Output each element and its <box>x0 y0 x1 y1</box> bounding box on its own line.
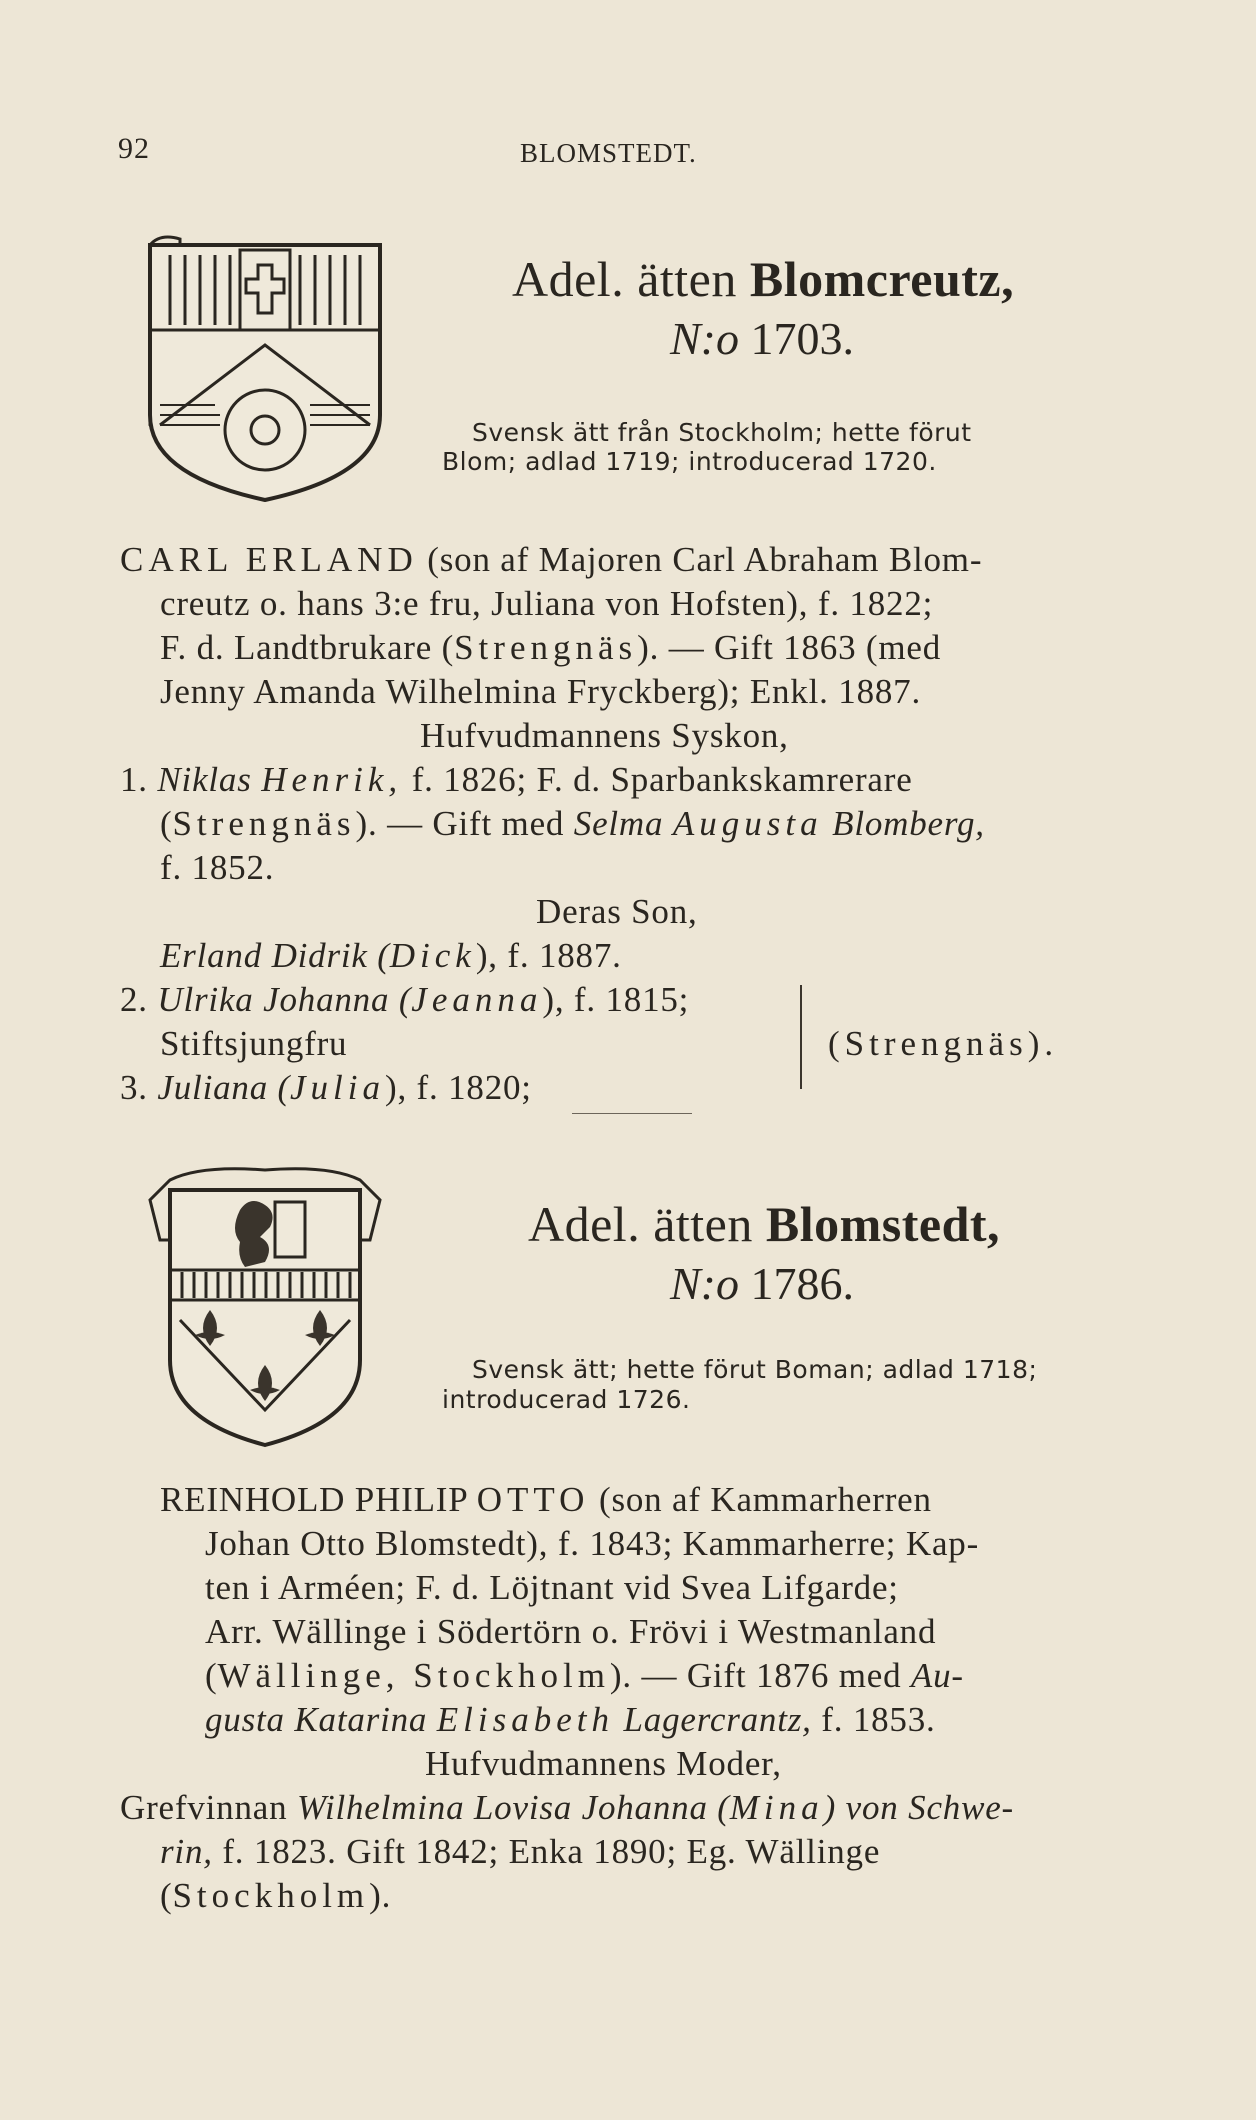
section-heading: Hufvudmannens Syskon, <box>420 716 789 755</box>
place-name: (Strengnäs). <box>828 1024 1059 1063</box>
person-name: Julia <box>290 1068 385 1107</box>
person-name: Erland Didrik ( <box>160 936 390 975</box>
coat-of-arms-blomstedt <box>140 1160 390 1450</box>
section-heading: Deras Son, <box>536 892 698 931</box>
family-name: Blomcreutz, <box>749 251 1015 307</box>
text-line <box>160 1480 932 1520</box>
text-span: (son af Majoren Carl Abraham Blom- <box>417 540 983 579</box>
text-line <box>120 1788 1014 1828</box>
place-name: Stockholm <box>172 1876 370 1915</box>
bracket <box>800 985 802 1089</box>
text-span: 1. <box>120 760 158 799</box>
text-line <box>160 936 622 976</box>
person-name: Wilhelmina Lovisa Johanna ( <box>296 1788 730 1827</box>
text-line: f. 1852. <box>160 848 275 887</box>
text-line <box>160 628 941 668</box>
text-line <box>120 760 913 800</box>
text-span: ( <box>205 1656 218 1695</box>
person-name: OTTO <box>476 1480 590 1519</box>
person-name: Henrik, <box>261 760 403 799</box>
origin-line: introducerad 1726. <box>442 1385 691 1414</box>
text-span: f. 1826; F. d. Sparbankskamrerare <box>402 760 913 799</box>
text-line <box>205 1700 936 1740</box>
place-name: Strengnäs <box>172 804 356 843</box>
text-line: Arr. Wällinge i Södertörn o. Frövi i Westmanland <box>205 1612 937 1651</box>
text-line <box>120 980 689 1020</box>
title-prefix: Adel. ätten <box>528 1196 753 1252</box>
place-name: Wällinge, Stockholm <box>217 1656 610 1695</box>
entry-title <box>528 1195 1000 1253</box>
text-span: ( <box>160 804 173 843</box>
section-heading: Hufvudmannens Moder, <box>425 1744 782 1783</box>
entry-title <box>512 250 1014 308</box>
person-name: REINHOLD PHILIP <box>160 1480 477 1519</box>
entry-number <box>670 312 854 365</box>
text-span: ). — Gift 1863 (med <box>637 628 942 667</box>
family-name: Blomstedt, <box>765 1196 1001 1252</box>
person-name: Elisabeth <box>436 1700 614 1739</box>
origin-line: Blom; adlad 1719; introducerad 1720. <box>442 447 937 476</box>
person-name: ) von Schwe- <box>823 1788 1015 1827</box>
person-name: gusta Katarina <box>205 1700 437 1739</box>
text-span: ( <box>160 1876 173 1915</box>
title-prefix: Adel. ätten <box>512 251 737 307</box>
text-line: ten i Arméen; F. d. Löjtnant vid Svea Lifgarde; <box>205 1568 899 1607</box>
text-span: ). — Gift 1876 med <box>609 1656 911 1695</box>
text-line: Stiftsjungfru <box>160 1024 348 1063</box>
origin-line: Svensk ätt; hette förut Boman; adlad 1718; <box>472 1355 1038 1384</box>
text-span: ), f. 1820; <box>384 1068 532 1107</box>
text-span: 3. <box>120 1068 158 1107</box>
text-line <box>160 804 985 844</box>
text-line <box>120 1068 532 1108</box>
text-line: creutz o. hans 3:e fru, Juliana von Hofsten), f. 1822; <box>160 584 934 623</box>
number-label: N:o <box>670 1258 739 1309</box>
text-span: ). <box>369 1876 392 1915</box>
text-line: Jenny Amanda Wilhelmina Fryckberg); Enkl. 1887. <box>160 672 922 711</box>
person-name: Lagercrantz, <box>613 1700 812 1739</box>
text-span: F. d. Landtbrukare ( <box>160 628 455 667</box>
text-line <box>120 540 982 580</box>
person-name: rin, <box>160 1832 213 1871</box>
person-name: Blomberg, <box>822 804 985 843</box>
text-span: f. 1823. Gift 1842; Enka 1890; Eg. Wällinge <box>212 1832 881 1871</box>
text-span: ). — Gift med <box>355 804 574 843</box>
person-name: Niklas <box>157 760 262 799</box>
number-label: N:o <box>670 313 739 364</box>
person-name: Mina <box>729 1788 824 1827</box>
place-name: Strengnäs <box>454 628 638 667</box>
running-title: BLOMSTEDT. <box>520 138 697 168</box>
text-span: (son af Kammarherren <box>589 1480 932 1519</box>
person-name: Augusta <box>672 804 823 843</box>
text-span: ), f. 1887. <box>475 936 622 975</box>
divider <box>572 1113 692 1114</box>
number-value: 1786. <box>750 1258 854 1309</box>
person-name: Dick <box>389 936 476 975</box>
person-name: Jeanna <box>411 980 543 1019</box>
person-name: Au- <box>910 1656 964 1695</box>
text-span: ), f. 1815; <box>542 980 690 1019</box>
coat-of-arms-blomcreutz <box>140 225 390 505</box>
number-value: 1703. <box>750 313 854 364</box>
text-line <box>160 1876 391 1916</box>
person-name: Ulrika Johanna ( <box>157 980 412 1019</box>
text-span: 2. <box>120 980 158 1019</box>
person-name: Selma <box>573 804 673 843</box>
text-span: f. 1853. <box>811 1700 936 1739</box>
person-name: Juliana ( <box>157 1068 290 1107</box>
page-number: 92 <box>118 132 150 165</box>
person-name: CARL ERLAND <box>120 540 418 579</box>
entry-number <box>670 1257 854 1310</box>
text-span: Grefvinnan <box>120 1788 297 1827</box>
origin-line: Svensk ätt från Stockholm; hette förut <box>472 418 972 447</box>
text-line <box>160 1832 880 1872</box>
text-line: Johan Otto Blomstedt), f. 1843; Kammarherre; Kap- <box>205 1524 980 1563</box>
text-line <box>205 1656 964 1696</box>
